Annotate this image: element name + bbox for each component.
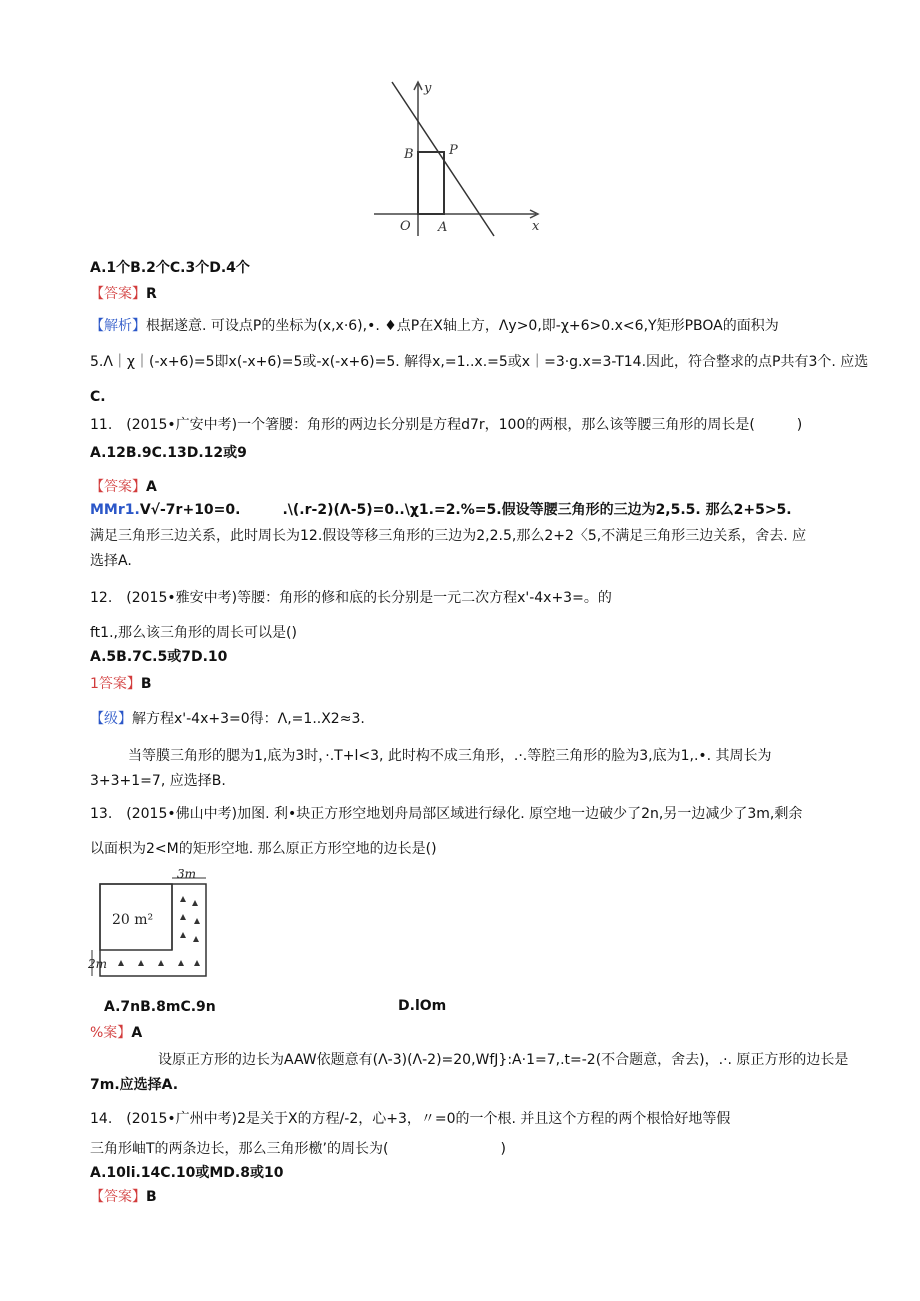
q12-analysis-tag: 【级】 [90,711,132,727]
q11-analysis-text1: V√-7r+10=0. .\(.r-2)(Λ-5)=0..\χ1.=2.%=5.假设等腰三角形的三边为2,5.5. 那么2+5>5. [139,502,792,518]
label-p: P [449,143,458,158]
q11-answer-tag: 【答案】 [90,479,146,495]
q12-answer-line [90,675,152,693]
q12-analysis-line3: 3+3+1=7, 应选择B. [90,773,226,789]
q12-analysis-line2: 当等膜三角形的腮为1,底为3时，·.T+l<3, 此时构不成三角形，.·.等腔三角形的脸为3,底为1,.•. 其周长为 [128,748,772,764]
q12-analysis-line1 [90,710,365,728]
top-dim-label: 3m [177,868,197,881]
q14-options: A.10li.14C.10或MD.8或10 [90,1165,284,1181]
q11-stem: 11. (2015•广安中考)一个箸腰：角形的两边长分别是方程d7r，100的两根，那么该等腰三角形的周长是( ) [90,417,803,433]
q12-stem: 12. (2015•雅安中考)等腰：角形的修和底的长分别是一元二次方程x'-4x+3=。的 [90,590,612,606]
q10-answer-tag: 【答案】 [90,286,146,302]
area-label: 20 m² [112,912,154,928]
q13-options: A.7nB.8mC.9n [104,999,216,1015]
q11-analysis-line1 [90,501,792,519]
q10-analysis-line3: C. [90,389,106,405]
q14-answer-line [90,1188,157,1206]
q13-option-d: D.lOm [398,998,447,1014]
label-y: y [424,81,432,96]
q10-analysis-line1 [90,317,779,335]
q12-answer: B [140,676,152,692]
q13-stem: 13. (2015•佛山中考)加图. 利•块正方形空地划舟局部区域进行绿化. 原空地一边破少了2n,另一边减少了3m,剩余 [90,806,803,822]
q11-answer-line [90,478,157,496]
q11-analysis-line2: 满足三角形三边关系，此时周长为12.假设等移三角形的三边为2,2.5,那么2+2〈5,不满足三角形三边关系，舍去. 应 [90,528,807,544]
q10-analysis-line2: 5.Λ｜χ｜(-x+6)=5即x(-x+6)=5或-x(-x+6)=5. 解得x,=1..x.=5或x｜=3·g.x=3-T14.因此，符合整求的点P共有3个. 应选 [90,354,869,370]
q11-answer: A [146,479,157,495]
original-square [100,884,206,976]
q14-answer: B [146,1189,157,1205]
q10-analysis-tag: 【解析】 [90,318,146,334]
q13-analysis-line1: 设原正方形的边长为AAW依题意有(Λ-3)(Λ-2)=20,WfJ}:A·1=7,.t=-2(不合题意，舍去)，.·. 原正方形的边长是 [158,1052,849,1068]
square-land-figure [88,868,216,980]
left-dim-label: 2m [88,957,108,971]
q13-analysis-line2: 7m.应选择A. [90,1077,179,1093]
label-x: x [532,219,540,234]
q14-stem-2: 三角形岫T的两条边长，那么三角形檄’的周长为( ) [90,1141,506,1157]
q10-answer-line [90,285,157,303]
q12-stem-2: ft1.,那么该三角形的周长可以是() [90,625,297,641]
q14-answer-tag: 【答案】 [90,1189,146,1205]
q14-stem: 14. (2015•广州中考)2是关于X的方程/-2，心+3，〃=0的一个根. 并且这个方程的两个根恰好地等假 [90,1111,731,1127]
rectangle-pboa [418,152,444,214]
q10-answer: R [146,286,157,302]
label-a: A [438,220,448,235]
q10-analysis-text1: 根据遂意. 可设点P的坐标为(x,x·6),•. ♦点P在X轴上方，Λy>0,即-χ+6>0.x<6,Y矩形PBOA的面积为 [146,318,779,334]
q10-options: A.1个B.2个C.3个D.4个 [90,260,250,276]
q12-analysis-text1: 解方程x'-4x+3=0得：Λ,=1..X2≈3. [132,711,365,727]
q11-options: A.12B.9C.13D.12或9 [90,445,247,461]
q13-answer: A [131,1025,143,1041]
green-area-marks [118,896,200,966]
q11-analysis-tag: MMr1. [90,502,140,518]
q11-analysis-line3: 选择A. [90,553,132,569]
q13-stem-2: 以面枳为2<M的矩形空地. 那么原正方形空地的边长是() [90,841,437,857]
label-b: B [404,147,414,162]
q12-options: A.5B.7C.5或7D.10 [90,649,228,665]
coordinate-figure [372,78,548,238]
label-o: O [400,219,411,234]
q13-answer-line [90,1024,142,1042]
q12-answer-tag: 1答案】 [90,676,141,692]
q13-answer-tag: %案】 [90,1025,132,1041]
